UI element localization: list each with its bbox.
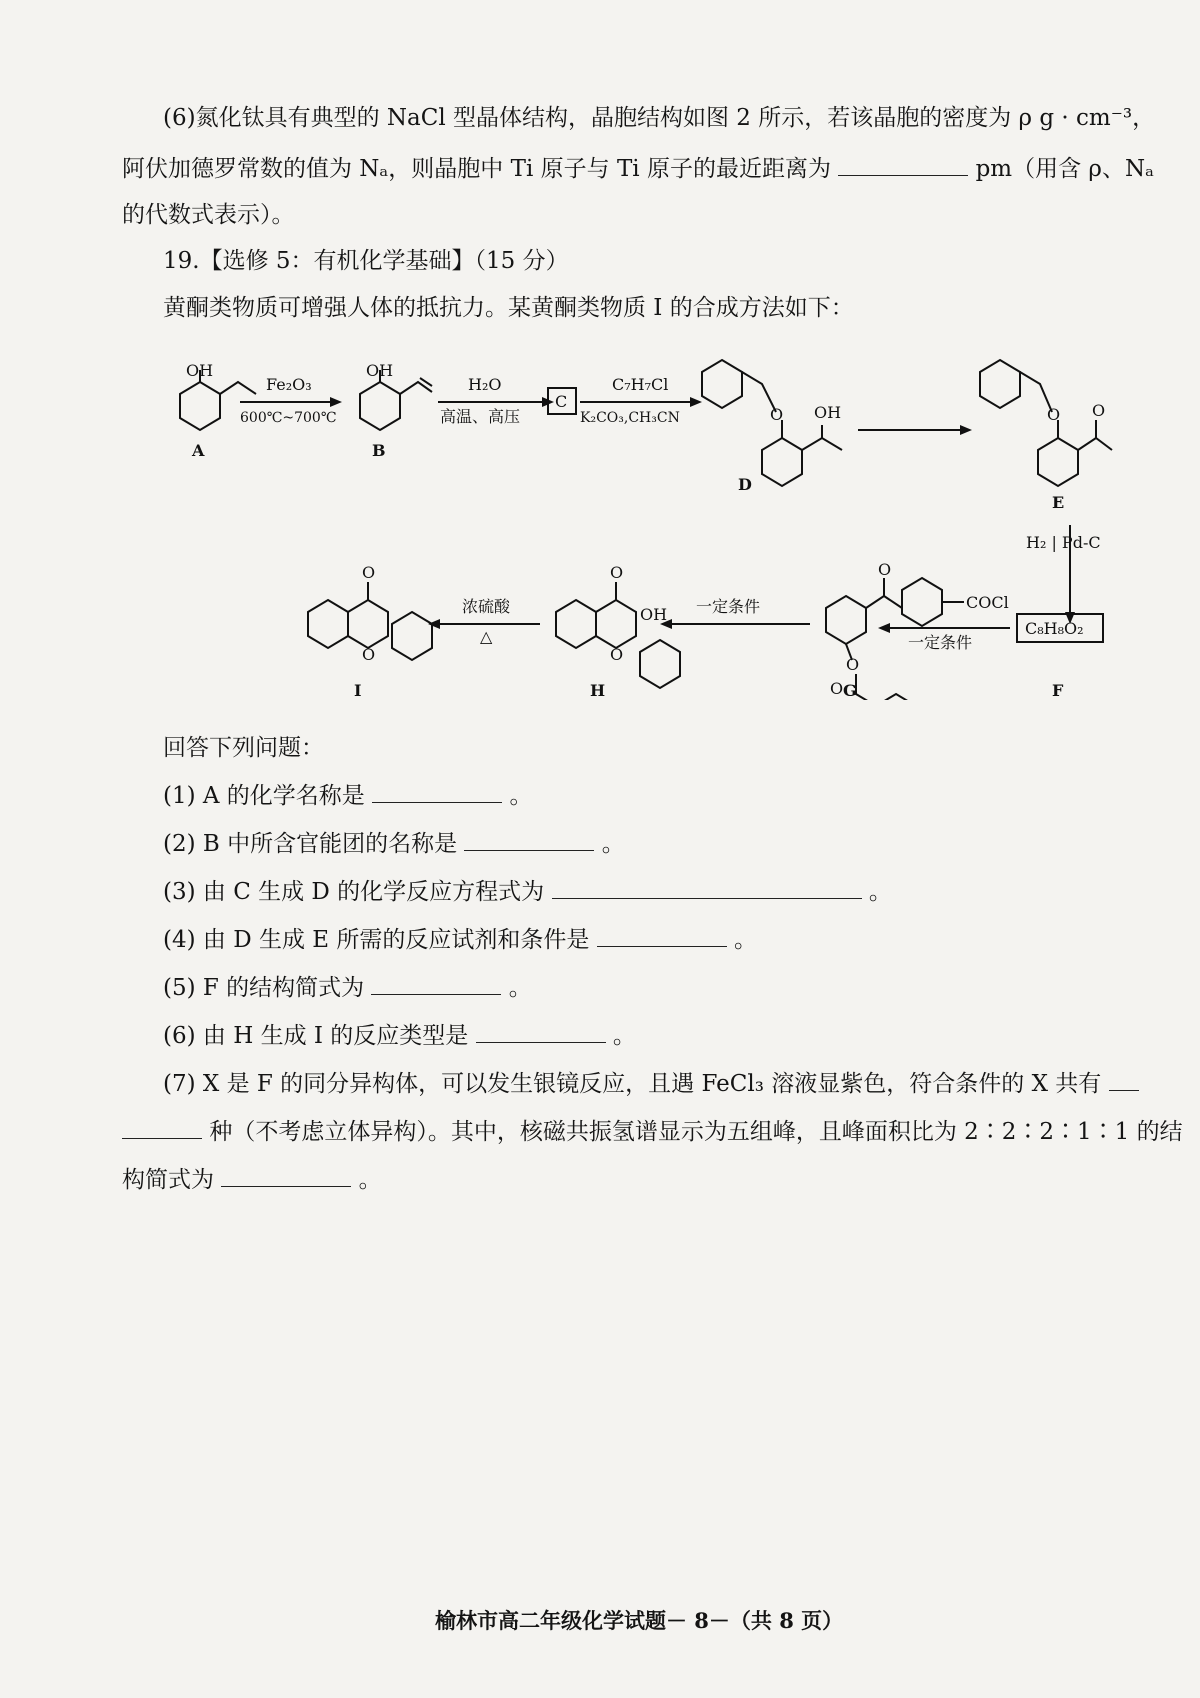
page-footer: 榆林市高二年级化学试题－ 8－（共 8 页） [435,1608,844,1633]
question-1: (1) A 的化学名称是 。 [163,780,532,811]
benzene-ring-benzoyl-chloride [902,578,942,626]
benzene-ring-B [360,382,400,430]
benzene-ring-E-top [980,360,1020,408]
label-E: E [1052,493,1065,512]
arrow2-bottom: 高温、高压 [440,407,521,426]
answer-blank-q4[interactable] [597,924,727,947]
label-I: I [354,681,362,700]
answer-blank-q7-count-end[interactable] [122,1116,202,1139]
o-label-D: O [770,405,784,424]
pyranone-ring-H [596,600,636,648]
arrow-H-I-bottom: △ [480,627,493,646]
question-4: (4) 由 D 生成 E 所需的反应试剂和条件是 。 [163,924,757,955]
label-A: A [192,441,205,460]
answer-blank-q2[interactable] [464,828,594,851]
arrow3-bottom: K₂CO₃,CH₃CN [580,410,680,426]
arrow-H-I-top: 浓硫酸 [462,597,511,616]
q19-intro: 黄酮类物质可增强人体的抵抗力。某黄酮类物质 I 的合成方法如下： [163,295,854,321]
o-label-E: O [1047,405,1061,424]
arrow-G-H-label: 一定条件 [696,597,761,616]
o-label-G-ketone: O [878,560,892,579]
benzene-ring-A [180,382,220,430]
question-7-line3: 构简式为 。 [122,1164,382,1195]
arrow3-top: C₇H₇Cl [612,375,669,394]
cocl-label: COCl [966,593,1009,612]
o-label-G-carbonyl: O [830,679,844,698]
answer-blank-q7-structure[interactable] [221,1164,351,1187]
benzene-ring-D-top [702,360,742,408]
benzene-ring-H [556,600,596,648]
o-label-H-ring: O [610,645,624,664]
o-label-H-ketone: O [610,563,624,582]
synthesis-scheme [0,0,1200,700]
arrow1-top: Fe₂O₃ [266,375,312,394]
label-C: C [555,392,568,411]
oh-label-B: OH [366,361,394,380]
benzene-ring-H-phenyl [640,640,680,688]
question-2: (2) B 中所含官能团的名称是 。 [163,828,625,859]
q18-6-line1: (6)氮化钛具有典型的 NaCl 型晶体结构，晶胞结构如图 2 所示，若该晶胞的密度为 ρ g · cm⁻³， [163,105,1156,131]
arrow1-bottom: 600℃~700℃ [240,410,337,426]
label-B: B [372,441,386,460]
arrow2-top: H₂O [468,375,502,394]
question-7-line2: 种（不考虑立体异构）。其中，核磁共振氢谱显示为五组峰，且峰面积比为 2∶2∶2∶1∶1 的结 [122,1116,1183,1147]
label-D: D [738,475,752,494]
o-label-E-ketone: O [1092,401,1106,420]
oh-label-D: OH [814,403,842,422]
label-F: F [1052,681,1064,700]
question-7-line1: (7) X 是 F 的同分异构体，可以发生银镜反应，且遇 FeCl₃ 溶液显紫色，符合条件的 X 共有 [163,1068,1139,1099]
answer-blank-q1[interactable] [372,780,502,803]
questions-prompt: 回答下列问题： [163,735,324,761]
arrow-E-F-label: H₂ | Pd-C [1026,533,1101,552]
benzene-ring-I [308,600,348,648]
label-H: H [590,681,606,700]
o-label-I-ketone: O [362,563,376,582]
answer-blank-q3[interactable] [552,876,862,899]
answer-blank-q7-count-start[interactable] [1109,1068,1139,1091]
arrow-F-G-label: 一定条件 [908,633,973,652]
o-label-I-ring: O [362,645,376,664]
q18-6-line3: 的代数式表示）。 [122,202,295,228]
chromone-ring-I [348,600,388,648]
benzene-ring-G-ester [876,694,916,700]
answer-blank-q5[interactable] [371,972,501,995]
label-G: G [843,681,857,700]
formula-F: C₈H₈O₂ [1025,619,1084,638]
question-6: (6) 由 H 生成 I 的反应类型是 。 [163,1020,636,1051]
oh-label-A: OH [186,361,214,380]
benzene-ring-E-bottom [1038,438,1078,486]
oh-label-H: OH [640,605,668,624]
o-label-G-ester: O [846,655,860,674]
benzene-ring-G [826,596,866,644]
question-5: (5) F 的结构简式为 。 [163,972,532,1003]
q19-heading: 19.【选修 5：有机化学基础】（15 分） [163,248,569,274]
benzene-ring-D-bottom [762,438,802,486]
benzene-ring-I-phenyl [392,612,432,660]
q18-6-line2: 阿伏加德罗常数的值为 Nₐ，则晶胞中 Ti 原子与 Ti 原子的最近距离为 pm（用含 ρ、Nₐ [122,153,1154,184]
answer-blank-q6[interactable] [476,1020,606,1043]
question-3: (3) 由 C 生成 D 的化学反应方程式为 。 [163,876,892,907]
